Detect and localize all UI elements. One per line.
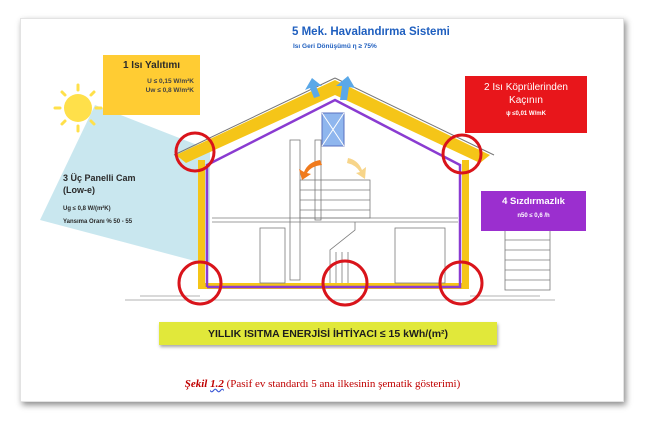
principle-1-line2: Uw ≤ 0,8 W/m²K xyxy=(145,87,194,94)
principle-3-title-line1: 3 Üç Panelli Cam xyxy=(63,173,136,183)
supply-air-arrow xyxy=(347,158,366,179)
caption-text: (Pasif ev standardı 5 ana ilkesinin şematik gösterimi) xyxy=(223,378,461,390)
ground-lines xyxy=(125,296,555,300)
principle-3-line1: Ug ≤ 0,8 W/(m²K) xyxy=(63,206,111,212)
principle-3-line2: Yansıma Oranı % 50 - 55 xyxy=(63,219,133,225)
warm-air-arrow xyxy=(299,160,322,180)
principle-1-title: 1 Isı Yalıtımı xyxy=(122,60,181,71)
principle-1-box xyxy=(103,55,200,115)
caption-label-number: 1.2 xyxy=(210,378,224,390)
figure-caption xyxy=(0,378,645,390)
annual-heating-demand-banner: YILLIK ISITMA ENERJİSİ İHTİYACI ≤ 15 kWh/(m²) xyxy=(159,322,497,345)
principle-2-title-line1: 2 Isı Köprülerinden xyxy=(484,82,568,93)
principle-3-title-line2: (Low-e) xyxy=(63,185,95,195)
principle-5-subtitle: Isı Geri Dönüşümü η ≥ 75% xyxy=(293,43,377,50)
principle-4-value: n50 ≤ 0,6 /h xyxy=(517,213,550,219)
principle-4-box xyxy=(481,191,586,231)
principle-1-line1: U ≤ 0,15 W/m²K xyxy=(147,78,194,85)
principle-3-box xyxy=(63,172,173,232)
principle-2-value: ψ ≤0,01 W/mK xyxy=(506,111,546,117)
principle-4-title: 4 Sızdırmazlık xyxy=(502,196,565,207)
wall-insulation-left xyxy=(198,160,205,285)
principle-5-title: 5 Mek. Havalandırma Sistemi xyxy=(292,26,450,38)
wall-insulation-right xyxy=(462,160,469,285)
principle-2-title-line2: Kaçının xyxy=(509,95,543,106)
caption-label-prefix: Şekil xyxy=(184,378,211,390)
principle-2-box xyxy=(465,76,587,133)
